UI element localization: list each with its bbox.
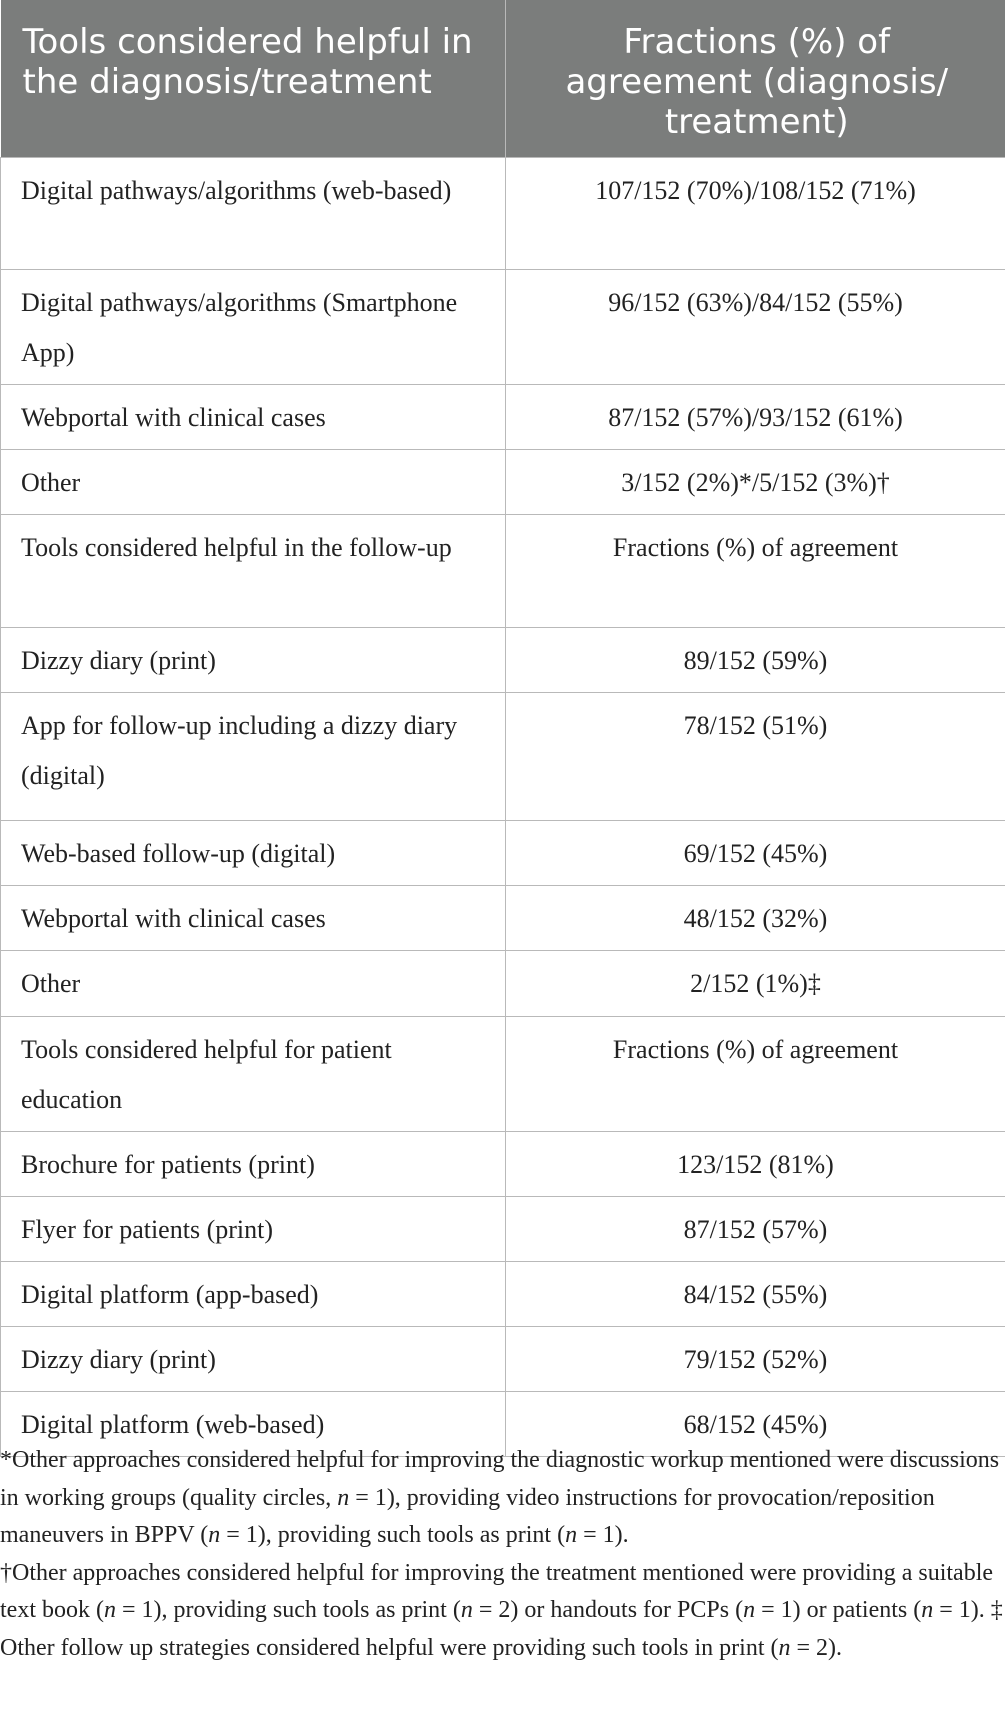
footnote-count: = 1 (933, 1597, 971, 1623)
section-label-follow-up: Tools considered helpful in the follow-up (1, 515, 506, 628)
footnote-count: = 1 (220, 1522, 258, 1548)
row-value: 107/152 (70%)/108/152 (71%) (506, 158, 1005, 270)
footnote-text: ), providing video instructions for provocation/reposition maneuvers in BPPV ( (0, 1484, 935, 1548)
row-value: 68/152 (45%) (506, 1392, 1005, 1457)
header-tools-column: Tools considered helpful in the diagnosis/treatment (1, 0, 506, 158)
table-row (1, 158, 1005, 270)
row-value: 69/152 (45%) (506, 821, 1005, 886)
italic-n: n (921, 1597, 934, 1623)
footnote-text: ) or patients ( (792, 1597, 922, 1623)
footnote-text: ). (828, 1634, 843, 1661)
table-row (1, 628, 1005, 693)
italic-n: n (337, 1484, 350, 1511)
footnote-count: = 1 (755, 1597, 793, 1623)
section-value-label: Fractions (%) of agreement (506, 515, 1005, 628)
table-row (1, 1197, 1005, 1262)
footnote-count: = 2 (790, 1634, 829, 1661)
footnote-diagnosis (0, 1442, 1005, 1555)
footnote-count: = 1 (349, 1484, 387, 1511)
italic-n: n (565, 1522, 578, 1548)
table-body (1, 158, 1005, 1457)
row-label: Other (1, 951, 506, 1017)
header-row (1, 0, 1005, 158)
table-row (1, 270, 1005, 385)
table-row (1, 1132, 1005, 1197)
row-label: Dizzy diary (print) (1, 628, 506, 693)
row-label: App for follow-up including a dizzy diary (digital) (1, 693, 506, 821)
footnote-count: = 1 (577, 1522, 615, 1548)
table-row (1, 450, 1005, 515)
table-row (1, 886, 1005, 951)
row-value: 84/152 (55%) (506, 1262, 1005, 1327)
footnote-count: = 1 (115, 1597, 154, 1623)
italic-n: n (778, 1634, 791, 1661)
row-value: 78/152 (51%) (506, 693, 1005, 821)
row-value: 48/152 (32%) (506, 886, 1005, 951)
footnote-text: ). (614, 1522, 629, 1548)
row-label: Webportal with clinical cases (1, 886, 506, 951)
footnote-text: *Other approaches considered helpful for improving the diagnostic workup mentioned were discussions in working groups (quality circles, (0, 1447, 1000, 1511)
row-label: Webportal with clinical cases (1, 385, 506, 450)
row-label: Digital pathways/algorithms (web-based) (1, 158, 506, 270)
table-row (1, 1262, 1005, 1327)
table-row (1, 385, 1005, 450)
row-label: Digital platform (web-based) (1, 1392, 506, 1457)
section-value-label: Fractions (%) of agreement (506, 1017, 1005, 1132)
table-row (1, 1327, 1005, 1392)
row-label: Other (1, 450, 506, 515)
row-value: 79/152 (52%) (506, 1327, 1005, 1392)
footnote-treatment (0, 1555, 1005, 1668)
italic-n: n (103, 1597, 116, 1623)
section-header-row (1, 1017, 1005, 1132)
table-footnotes (0, 1442, 1005, 1667)
footnote-text: ) or handouts for PCPs ( (510, 1597, 744, 1623)
row-label: Flyer for patients (print) (1, 1197, 506, 1262)
italic-n: n (208, 1522, 221, 1548)
row-value: 89/152 (59%) (506, 628, 1005, 693)
row-value: 87/152 (57%)/93/152 (61%) (506, 385, 1005, 450)
italic-n: n (743, 1597, 756, 1623)
header-fractions-column: Fractions (%) of agreement (diagnosis/ treatment) (506, 0, 1005, 158)
row-value: 96/152 (63%)/84/152 (55%) (506, 270, 1005, 385)
footnote-text: ). ‡ Other follow up strategies considered helpful were providing such tools in print ( (0, 1597, 1003, 1661)
row-value: 3/152 (2%)*/5/152 (3%)† (506, 450, 1005, 515)
row-value: 123/152 (81%) (506, 1132, 1005, 1197)
row-label: Dizzy diary (print) (1, 1327, 506, 1392)
section-label-patient-education: Tools considered helpful for patient education (1, 1017, 506, 1132)
row-value: 2/152 (1%)‡ (506, 951, 1005, 1017)
footnote-text: ), providing such tools as print ( (257, 1522, 566, 1548)
row-label: Digital platform (app-based) (1, 1262, 506, 1327)
table-row (1, 821, 1005, 886)
row-label: Digital pathways/algorithms (Smartphone App) (1, 270, 506, 385)
table-row (1, 693, 1005, 821)
footnote-text: †Other approaches considered helpful for improving the treatment mentioned were providing a suitable text book ( (0, 1559, 994, 1623)
row-value: 87/152 (57%) (506, 1197, 1005, 1262)
footnote-text: ), providing such tools as print ( (153, 1597, 461, 1623)
section-header-row (1, 515, 1005, 628)
row-label: Brochure for patients (print) (1, 1132, 506, 1197)
footnote-count: = 2 (472, 1597, 511, 1623)
italic-n: n (460, 1597, 473, 1623)
row-label: Web-based follow-up (digital) (1, 821, 506, 886)
table-header (1, 0, 1005, 158)
table-row (1, 951, 1005, 1017)
